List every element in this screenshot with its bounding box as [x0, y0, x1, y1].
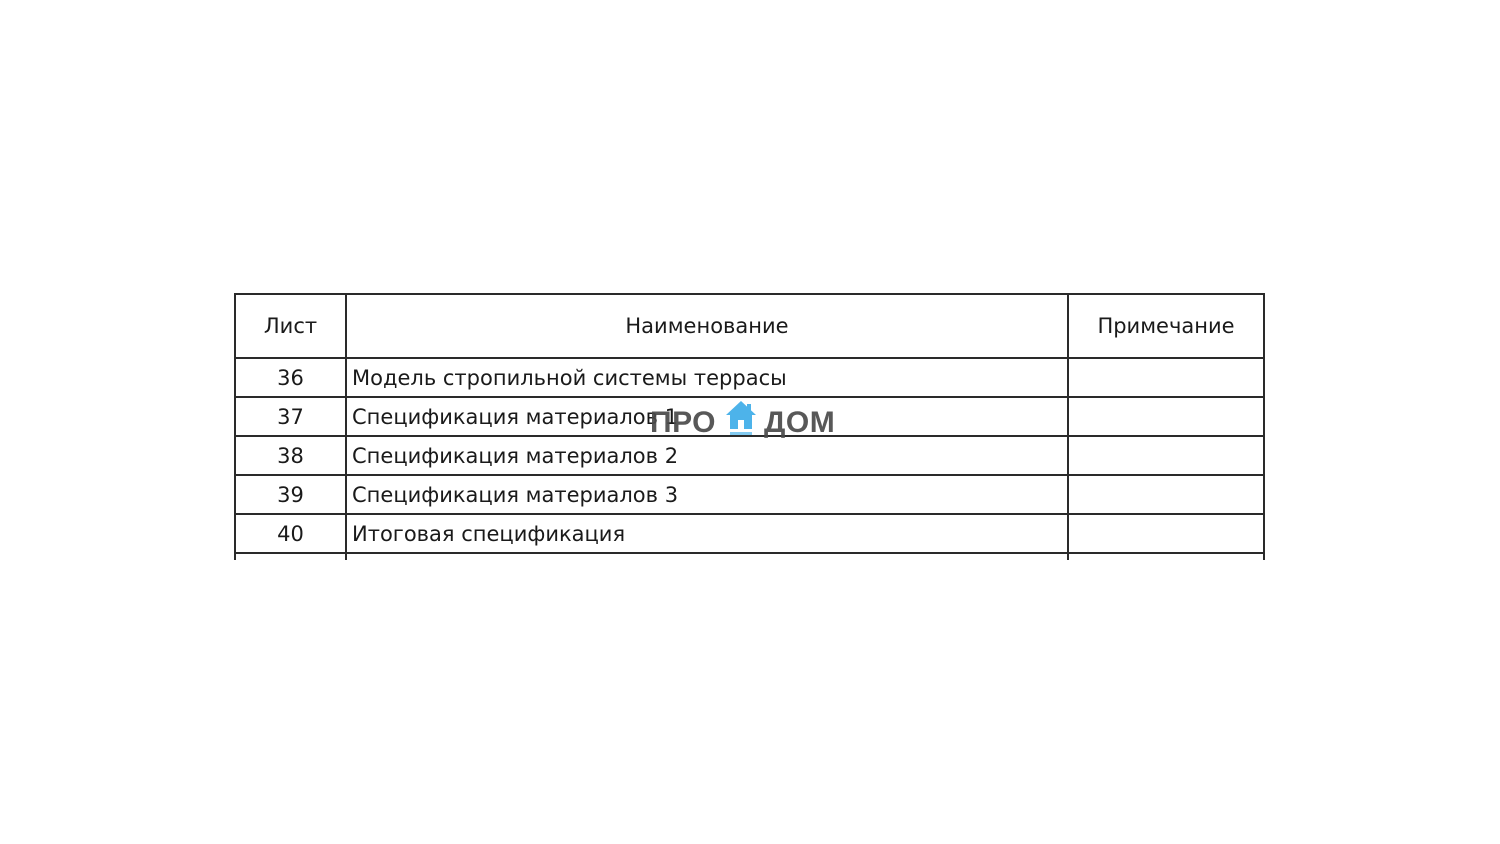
cell-sheet-name: Спецификация материалов 2: [346, 436, 1068, 475]
watermark-right-text: ДОМ: [764, 406, 836, 439]
table-row: [235, 436, 1264, 475]
cell-sheet-number: 37: [235, 397, 346, 436]
table-row-cut-off: [235, 553, 1264, 560]
cell-note: [1068, 514, 1264, 553]
cell-note: [1068, 397, 1264, 436]
watermark-left-text: ПРО: [650, 406, 717, 439]
cut-cell: [346, 553, 1068, 560]
table-row: [235, 358, 1264, 397]
header-note: Примечание: [1068, 294, 1264, 358]
cut-cell: [235, 553, 346, 560]
header-sheet: Лист: [235, 294, 346, 358]
cut-cell: [1068, 553, 1264, 560]
cell-sheet-number: 36: [235, 358, 346, 397]
header-name: Наименование: [346, 294, 1068, 358]
cell-note: [1068, 475, 1264, 514]
cell-sheet-number: 39: [235, 475, 346, 514]
table-row: [235, 397, 1264, 436]
sheet-list-table: [234, 293, 1265, 560]
cell-note: [1068, 436, 1264, 475]
cell-sheet-number: 40: [235, 514, 346, 553]
table-header-row: [235, 294, 1264, 358]
table-row: [235, 514, 1264, 553]
cell-sheet-name: Спецификация материалов 3: [346, 475, 1068, 514]
table-row: [235, 475, 1264, 514]
cell-sheet-name: Итоговая спецификация: [346, 514, 1068, 553]
cell-sheet-number: 38: [235, 436, 346, 475]
cell-sheet-name: Модель стропильной системы террасы: [346, 358, 1068, 397]
cell-note: [1068, 358, 1264, 397]
cell-sheet-name: Спецификация материалов 1: [346, 397, 1068, 436]
